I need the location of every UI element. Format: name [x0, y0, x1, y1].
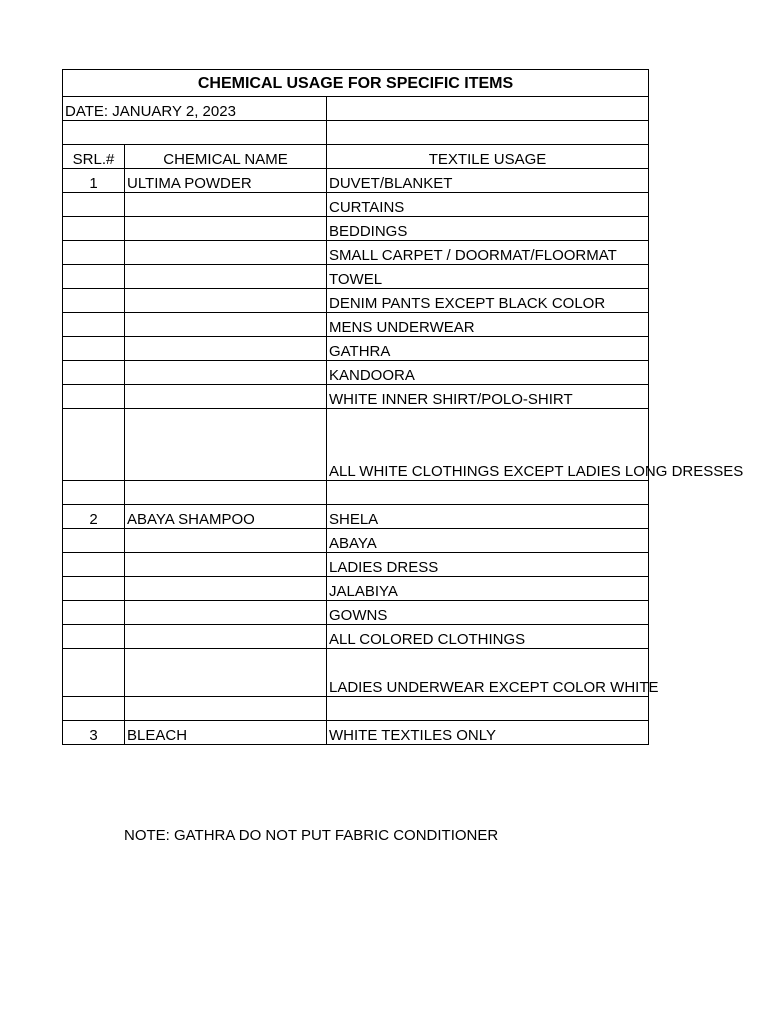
empty-cell[interactable]	[327, 97, 649, 121]
usage-cell[interactable]: JALABIYA	[327, 577, 649, 601]
usage-cell[interactable]: WHITE TEXTILES ONLY	[327, 721, 649, 745]
usage-cell[interactable]: MENS UNDERWEAR	[327, 313, 649, 337]
usage-cell[interactable]: ABAYA	[327, 529, 649, 553]
empty-cell[interactable]	[63, 313, 125, 337]
header-textile-usage[interactable]: TEXTILE USAGE	[327, 145, 649, 169]
usage-cell[interactable]: KANDOORA	[327, 361, 649, 385]
empty-cell[interactable]	[125, 337, 327, 361]
table-row	[63, 313, 649, 337]
table-row	[63, 193, 649, 217]
empty-cell[interactable]	[63, 529, 125, 553]
empty-cell[interactable]	[63, 481, 125, 505]
usage-cell[interactable]: GOWNS	[327, 601, 649, 625]
table-row	[63, 337, 649, 361]
table-row	[63, 361, 649, 385]
empty-cell[interactable]	[125, 577, 327, 601]
date-row	[63, 97, 649, 121]
empty-cell[interactable]	[125, 289, 327, 313]
table-row	[63, 505, 649, 529]
header-chemical-name[interactable]: CHEMICAL NAME	[125, 145, 327, 169]
empty-cell[interactable]	[63, 697, 125, 721]
usage-cell[interactable]: DUVET/BLANKET	[327, 169, 649, 193]
table-row	[63, 217, 649, 241]
empty-cell[interactable]	[125, 625, 327, 649]
date-cell[interactable]: DATE: JANUARY 2, 2023	[63, 97, 327, 121]
empty-cell[interactable]	[63, 193, 125, 217]
sheet-title[interactable]: CHEMICAL USAGE FOR SPECIFIC ITEMS	[63, 70, 649, 97]
empty-cell[interactable]	[125, 409, 327, 481]
empty-cell[interactable]	[327, 481, 649, 505]
empty-cell[interactable]	[125, 601, 327, 625]
usage-cell[interactable]: CURTAINS	[327, 193, 649, 217]
empty-cell[interactable]	[63, 361, 125, 385]
table-row	[63, 721, 649, 745]
chemical-name-cell[interactable]: ABAYA SHAMPOO	[125, 505, 327, 529]
empty-cell[interactable]	[125, 697, 327, 721]
empty-cell[interactable]	[63, 409, 125, 481]
empty-cell[interactable]	[63, 241, 125, 265]
table-row	[63, 601, 649, 625]
empty-cell[interactable]	[63, 121, 327, 145]
chemical-name-cell[interactable]: BLEACH	[125, 721, 327, 745]
usage-cell[interactable]: LADIES UNDERWEAR EXCEPT COLOR WHITE	[327, 649, 649, 697]
empty-cell[interactable]	[327, 697, 649, 721]
usage-cell[interactable]: SMALL CARPET / DOORMAT/FLOORMAT	[327, 241, 649, 265]
table-row	[63, 385, 649, 409]
blank-row	[63, 481, 649, 505]
note-text: NOTE: GATHRA DO NOT PUT FABRIC CONDITIONER	[124, 827, 499, 844]
empty-cell[interactable]	[63, 385, 125, 409]
usage-cell[interactable]: ALL WHITE CLOTHINGS EXCEPT LADIES LONG DRESSES	[327, 409, 649, 481]
empty-cell[interactable]	[63, 649, 125, 697]
empty-cell[interactable]	[63, 217, 125, 241]
usage-cell[interactable]: TOWEL	[327, 265, 649, 289]
empty-cell[interactable]	[63, 601, 125, 625]
table-row	[63, 241, 649, 265]
empty-cell[interactable]	[125, 217, 327, 241]
usage-cell[interactable]: LADIES DRESS	[327, 553, 649, 577]
blank-row	[63, 121, 649, 145]
empty-cell[interactable]	[125, 361, 327, 385]
empty-cell[interactable]	[63, 337, 125, 361]
table-row	[63, 625, 649, 649]
empty-cell[interactable]	[125, 265, 327, 289]
table-row	[63, 577, 649, 601]
table-row	[63, 169, 649, 193]
empty-cell[interactable]	[63, 625, 125, 649]
empty-cell[interactable]	[125, 313, 327, 337]
chemical-usage-table	[62, 69, 744, 745]
usage-cell[interactable]: GATHRA	[327, 337, 649, 361]
header-srl[interactable]: SRL.#	[63, 145, 125, 169]
srl-cell[interactable]: 2	[63, 505, 125, 529]
empty-cell[interactable]	[125, 241, 327, 265]
header-row	[63, 145, 649, 169]
empty-cell[interactable]	[125, 193, 327, 217]
table-row	[63, 289, 649, 313]
table-row	[63, 649, 649, 697]
table-row	[63, 553, 649, 577]
chemical-name-cell[interactable]: ULTIMA POWDER	[125, 169, 327, 193]
usage-cell[interactable]: BEDDINGS	[327, 217, 649, 241]
table-row	[63, 529, 649, 553]
empty-cell[interactable]	[125, 385, 327, 409]
usage-cell[interactable]: DENIM PANTS EXCEPT BLACK COLOR	[327, 289, 649, 313]
usage-cell[interactable]: WHITE INNER SHIRT/POLO-SHIRT	[327, 385, 649, 409]
srl-cell[interactable]: 3	[63, 721, 125, 745]
table-row	[63, 265, 649, 289]
empty-cell[interactable]	[125, 649, 327, 697]
empty-cell[interactable]	[63, 577, 125, 601]
table-row	[63, 409, 649, 481]
empty-cell[interactable]	[63, 265, 125, 289]
empty-cell[interactable]	[327, 121, 649, 145]
empty-cell[interactable]	[63, 553, 125, 577]
empty-cell[interactable]	[125, 529, 327, 553]
empty-cell[interactable]	[63, 289, 125, 313]
usage-cell[interactable]: SHELA	[327, 505, 649, 529]
blank-row	[63, 697, 649, 721]
empty-cell[interactable]	[125, 481, 327, 505]
empty-cell[interactable]	[125, 553, 327, 577]
title-row	[63, 70, 649, 97]
usage-cell[interactable]: ALL COLORED CLOTHINGS	[327, 625, 649, 649]
srl-cell[interactable]: 1	[63, 169, 125, 193]
